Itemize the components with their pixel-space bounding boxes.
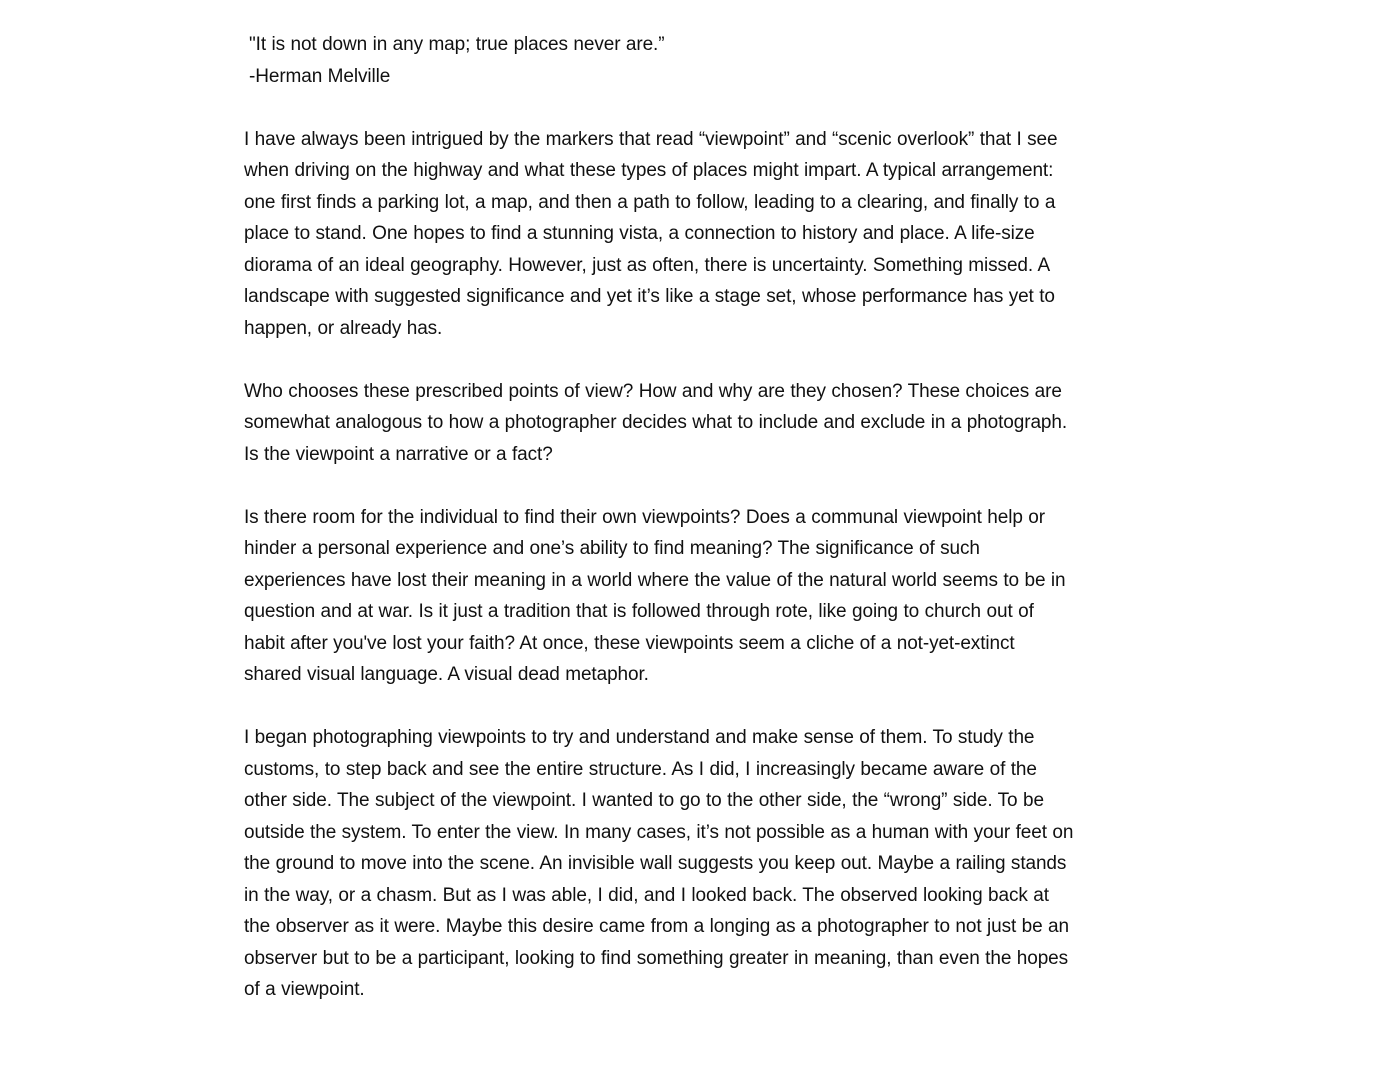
paragraph-3: Is there room for the individual to find their own viewpoints? Does a communal viewpoint help or hinder a personal experience and one’s ability to find meaning? The significance of such experiences have lost their meaning in a world where the value of the natural world seems to be in question and at war. Is it just a tradition that is followed through rote, like going to church out of habit after you've lost your faith? At once, these viewpoints seem a cliche of a not-yet-extinct shared visual language. A visual dead metaphor. xyxy=(244,506,1066,685)
article-body xyxy=(244,29,1074,1006)
spacer xyxy=(244,691,1074,723)
spacer xyxy=(244,470,1074,502)
epigraph-attribution: -Herman Melville xyxy=(249,65,391,87)
paragraph-4: I began photographing viewpoints to try and understand and make sense of them. To study the customs, to step back and see the entire structure. As I did, I increasingly became aware of the other side. The subject of the viewpoint. I wanted to go to the other side, the “wrong” side. To be outside the system. To enter the view. In many cases, it’s not possible as a human with your feet on the ground to move into the scene. An invisible wall suggests you keep out. Maybe a railing stands in the way, or a chasm. But as I was able, I did, and I looked back. The observed looking back at the observer as it were. Maybe this desire came from a longing as a photographer to not just be an observer but to be a participant, looking to find something greater in meaning, than even the hopes of a viewpoint. xyxy=(244,727,1074,1000)
paragraph-2: Who chooses these prescribed points of view? How and why are they chosen? These choices are somewhat analogous to how a photographer decides what to include and exclude in a photograph. Is the viewpoint a narrative or a fact? xyxy=(244,380,1068,465)
spacer xyxy=(244,344,1074,376)
epigraph xyxy=(244,29,1074,92)
spacer xyxy=(244,92,1074,124)
epigraph-quote: "It is not down in any map; true places never are.” xyxy=(249,34,665,55)
paragraph-1: I have always been intrigued by the markers that read “viewpoint” and “scenic overlook” that I see when driving on the highway and what these types of places might impart. A typical arrangement: one first finds a parking lot, a map, and then a path to follow, leading to a clearing, and finally to a place to stand. One hopes to find a stunning vista, a connection to history and place. A life-size diorama of an ideal geography. However, just as often, there is uncertainty. Something missed. A landscape with suggested significance and yet it’s like a stage set, whose performance has yet to happen, or already has. xyxy=(244,128,1058,339)
